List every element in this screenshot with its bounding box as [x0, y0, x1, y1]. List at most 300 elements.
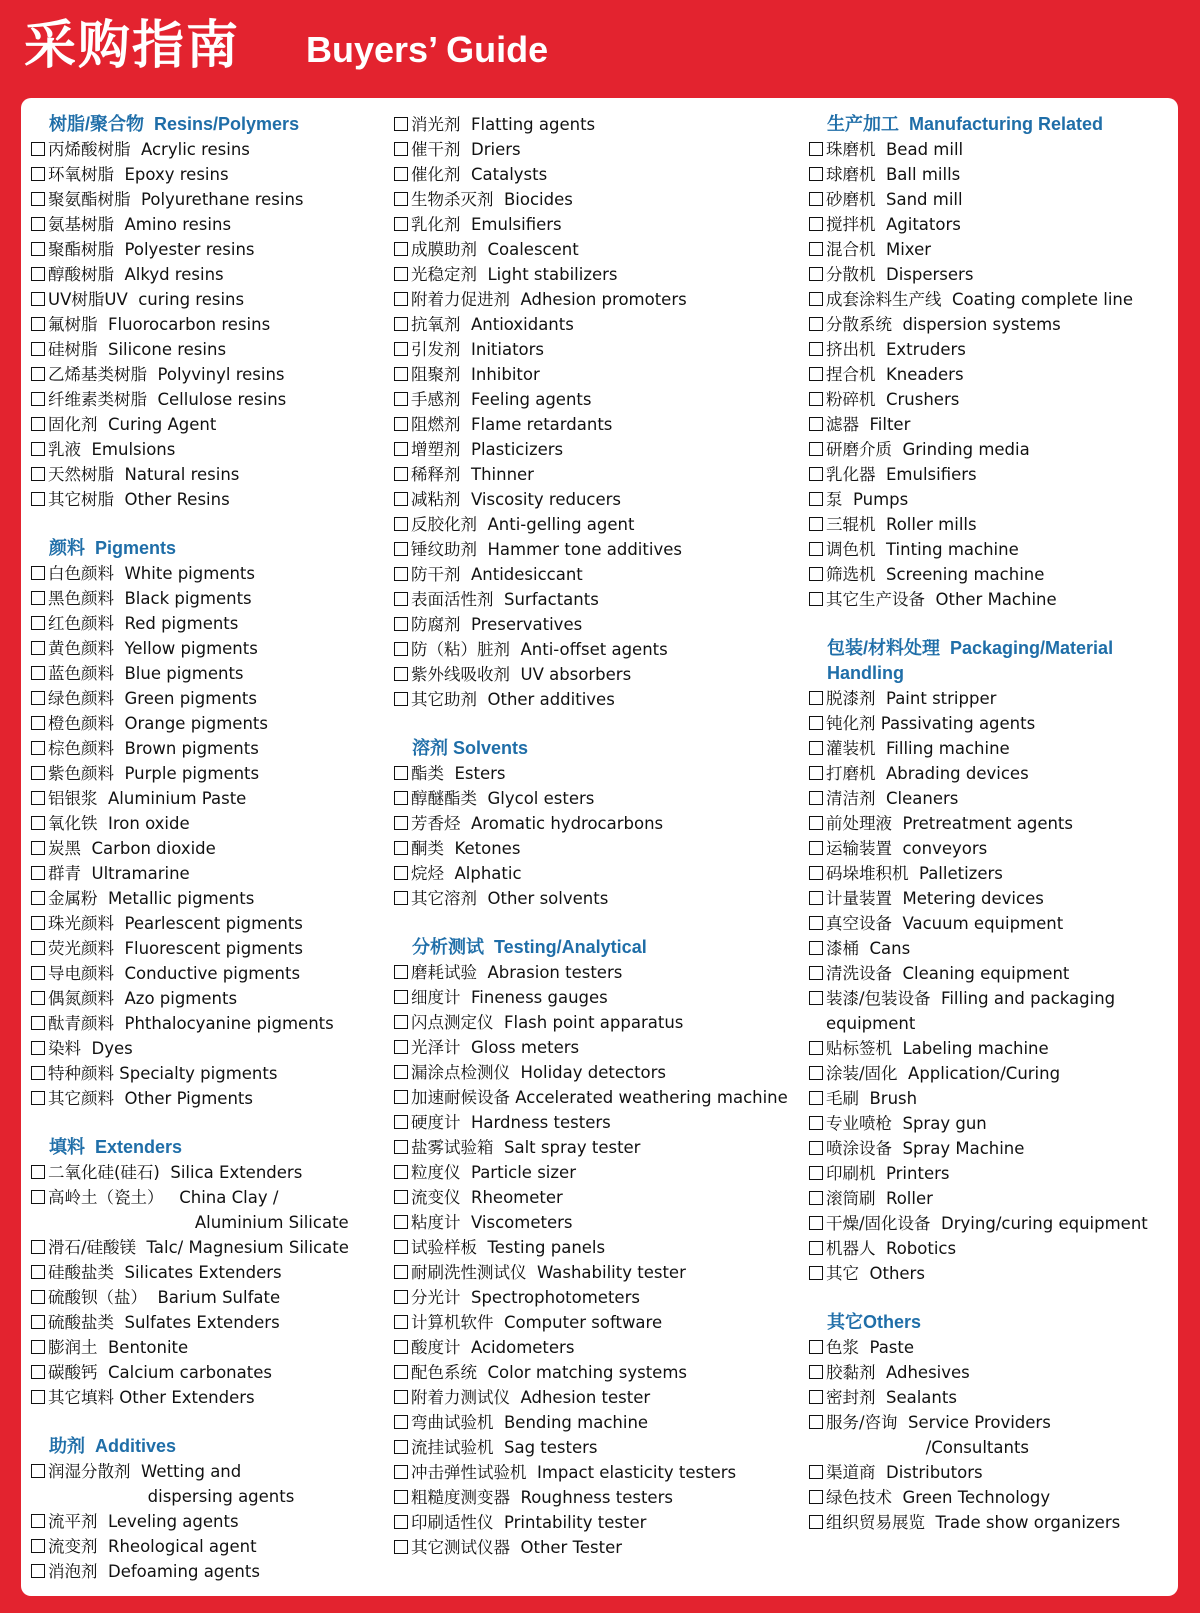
- checkbox-icon[interactable]: [31, 267, 45, 281]
- checkbox-icon[interactable]: [809, 542, 823, 556]
- checklist-item[interactable]: [394, 137, 806, 162]
- checkbox-icon[interactable]: [809, 1390, 823, 1404]
- checklist-item[interactable]: [31, 586, 391, 611]
- checkbox-icon[interactable]: [394, 866, 408, 880]
- checkbox-icon[interactable]: [394, 467, 408, 481]
- checklist-item[interactable]: [809, 1460, 1174, 1485]
- checkbox-icon[interactable]: [809, 716, 823, 730]
- checklist-item[interactable]: [31, 1160, 391, 1185]
- checklist-item[interactable]: [31, 237, 391, 262]
- checklist-item[interactable]: [394, 687, 806, 712]
- checklist-item[interactable]: [809, 911, 1174, 936]
- checklist-item[interactable]: [394, 1260, 806, 1285]
- checkbox-icon[interactable]: [31, 1165, 45, 1179]
- checkbox-icon[interactable]: [394, 292, 408, 306]
- checklist-item[interactable]: [394, 1285, 806, 1310]
- checkbox-icon[interactable]: [31, 616, 45, 630]
- checkbox-icon[interactable]: [809, 741, 823, 755]
- checklist-item[interactable]: [809, 1385, 1174, 1410]
- checkbox-icon[interactable]: [809, 442, 823, 456]
- checklist-item[interactable]: [394, 761, 806, 786]
- checkbox-icon[interactable]: [394, 1490, 408, 1504]
- checklist-item[interactable]: [394, 462, 806, 487]
- checkbox-icon[interactable]: [31, 966, 45, 980]
- checkbox-icon[interactable]: [31, 1190, 45, 1204]
- checkbox-icon[interactable]: [809, 966, 823, 980]
- checklist-item[interactable]: [31, 861, 391, 886]
- checkbox-icon[interactable]: [31, 1240, 45, 1254]
- checkbox-icon[interactable]: [394, 367, 408, 381]
- checkbox-icon[interactable]: [31, 417, 45, 431]
- checkbox-icon[interactable]: [809, 467, 823, 481]
- checkbox-icon[interactable]: [809, 192, 823, 206]
- checklist-item[interactable]: [31, 1335, 391, 1360]
- checkbox-icon[interactable]: [394, 167, 408, 181]
- checklist-item[interactable]: [809, 886, 1174, 911]
- checkbox-icon[interactable]: [809, 417, 823, 431]
- checklist-item[interactable]: [31, 412, 391, 437]
- checkbox-icon[interactable]: [394, 667, 408, 681]
- checkbox-icon[interactable]: [394, 1440, 408, 1454]
- checkbox-icon[interactable]: [809, 317, 823, 331]
- checklist-item[interactable]: [809, 562, 1174, 587]
- checkbox-icon[interactable]: [394, 1015, 408, 1029]
- checkbox-icon[interactable]: [394, 592, 408, 606]
- checkbox-icon[interactable]: [394, 891, 408, 905]
- checklist-item[interactable]: [809, 736, 1174, 761]
- checkbox-icon[interactable]: [809, 1490, 823, 1504]
- checklist-item[interactable]: [31, 1086, 391, 1111]
- checkbox-icon[interactable]: [809, 816, 823, 830]
- checklist-item[interactable]: [394, 562, 806, 587]
- checklist-item[interactable]: [31, 936, 391, 961]
- checklist-item[interactable]: [394, 1160, 806, 1185]
- checkbox-icon[interactable]: [31, 891, 45, 905]
- checkbox-icon[interactable]: [31, 342, 45, 356]
- checklist-item[interactable]: [31, 1459, 391, 1509]
- checklist-item[interactable]: [31, 886, 391, 911]
- checkbox-icon[interactable]: [809, 367, 823, 381]
- checkbox-icon[interactable]: [809, 142, 823, 156]
- checklist-item[interactable]: [394, 187, 806, 212]
- checklist-item[interactable]: [394, 387, 806, 412]
- checkbox-icon[interactable]: [809, 1415, 823, 1429]
- checkbox-icon[interactable]: [809, 1091, 823, 1105]
- checklist-item[interactable]: [31, 162, 391, 187]
- checkbox-icon[interactable]: [394, 1215, 408, 1229]
- checkbox-icon[interactable]: [31, 791, 45, 805]
- checkbox-icon[interactable]: [394, 1140, 408, 1154]
- checkbox-icon[interactable]: [31, 217, 45, 231]
- checklist-item[interactable]: [809, 587, 1174, 612]
- checkbox-icon[interactable]: [31, 167, 45, 181]
- checklist-item[interactable]: [394, 162, 806, 187]
- checklist-item[interactable]: [31, 387, 391, 412]
- checklist-item[interactable]: [394, 1110, 806, 1135]
- checklist-item[interactable]: [809, 1111, 1174, 1136]
- checklist-item[interactable]: [394, 1060, 806, 1085]
- checklist-item[interactable]: [394, 437, 806, 462]
- checkbox-icon[interactable]: [31, 1315, 45, 1329]
- checklist-item[interactable]: [809, 137, 1174, 162]
- checkbox-icon[interactable]: [809, 167, 823, 181]
- checklist-item[interactable]: [31, 761, 391, 786]
- checkbox-icon[interactable]: [394, 816, 408, 830]
- checkbox-icon[interactable]: [394, 1265, 408, 1279]
- checklist-item[interactable]: [394, 1035, 806, 1060]
- checklist-item[interactable]: [31, 1360, 391, 1385]
- checkbox-icon[interactable]: [809, 1515, 823, 1529]
- checklist-item[interactable]: [394, 1310, 806, 1335]
- checklist-item[interactable]: [31, 736, 391, 761]
- checklist-item[interactable]: [394, 811, 806, 836]
- checklist-item[interactable]: [809, 362, 1174, 387]
- checkbox-icon[interactable]: [31, 841, 45, 855]
- checklist-item[interactable]: [809, 487, 1174, 512]
- checkbox-icon[interactable]: [394, 317, 408, 331]
- checkbox-icon[interactable]: [31, 1365, 45, 1379]
- checklist-item[interactable]: [31, 1185, 391, 1235]
- checkbox-icon[interactable]: [31, 691, 45, 705]
- checklist-item[interactable]: [394, 312, 806, 337]
- checkbox-icon[interactable]: [31, 1340, 45, 1354]
- checkbox-icon[interactable]: [809, 691, 823, 705]
- checklist-item[interactable]: [809, 936, 1174, 961]
- checklist-item[interactable]: [809, 1485, 1174, 1510]
- checklist-item[interactable]: [31, 1534, 391, 1559]
- checklist-item[interactable]: [394, 512, 806, 537]
- checkbox-icon[interactable]: [809, 891, 823, 905]
- checkbox-icon[interactable]: [394, 442, 408, 456]
- checkbox-icon[interactable]: [394, 1415, 408, 1429]
- checklist-item[interactable]: [809, 811, 1174, 836]
- checklist-item[interactable]: [31, 711, 391, 736]
- checkbox-icon[interactable]: [394, 517, 408, 531]
- checkbox-icon[interactable]: [394, 1365, 408, 1379]
- checklist-item[interactable]: [394, 985, 806, 1010]
- checklist-item[interactable]: [394, 112, 806, 137]
- checklist-item[interactable]: [31, 287, 391, 312]
- checkbox-icon[interactable]: [809, 1141, 823, 1155]
- checklist-item[interactable]: [31, 1509, 391, 1534]
- checkbox-icon[interactable]: [31, 1539, 45, 1553]
- checklist-item[interactable]: [809, 1086, 1174, 1111]
- checkbox-icon[interactable]: [394, 642, 408, 656]
- checkbox-icon[interactable]: [31, 1091, 45, 1105]
- checkbox-icon[interactable]: [809, 1340, 823, 1354]
- checklist-item[interactable]: [394, 287, 806, 312]
- checklist-item[interactable]: [394, 1210, 806, 1235]
- checkbox-icon[interactable]: [809, 492, 823, 506]
- checklist-item[interactable]: [394, 487, 806, 512]
- checkbox-icon[interactable]: [31, 1464, 45, 1478]
- checklist-item[interactable]: [809, 287, 1174, 312]
- checkbox-icon[interactable]: [809, 242, 823, 256]
- checklist-item[interactable]: [31, 337, 391, 362]
- checklist-item[interactable]: [809, 437, 1174, 462]
- checklist-item[interactable]: [31, 362, 391, 387]
- checkbox-icon[interactable]: [394, 1290, 408, 1304]
- checklist-item[interactable]: [394, 237, 806, 262]
- checkbox-icon[interactable]: [31, 392, 45, 406]
- checklist-item[interactable]: [809, 537, 1174, 562]
- checklist-item[interactable]: [394, 537, 806, 562]
- checklist-item[interactable]: [809, 387, 1174, 412]
- checkbox-icon[interactable]: [31, 1390, 45, 1404]
- checklist-item[interactable]: [31, 212, 391, 237]
- checklist-item[interactable]: [31, 437, 391, 462]
- checklist-item[interactable]: [31, 1235, 391, 1260]
- checklist-item[interactable]: [394, 337, 806, 362]
- checklist-item[interactable]: [394, 1410, 806, 1435]
- checkbox-icon[interactable]: [809, 916, 823, 930]
- checkbox-icon[interactable]: [394, 692, 408, 706]
- checkbox-icon[interactable]: [31, 292, 45, 306]
- checkbox-icon[interactable]: [809, 217, 823, 231]
- checklist-item[interactable]: [394, 1510, 806, 1535]
- checkbox-icon[interactable]: [31, 442, 45, 456]
- checklist-item[interactable]: [31, 462, 391, 487]
- checklist-item[interactable]: [31, 1036, 391, 1061]
- checklist-item[interactable]: [394, 637, 806, 662]
- checkbox-icon[interactable]: [809, 1241, 823, 1255]
- checklist-item[interactable]: [394, 662, 806, 687]
- checklist-item[interactable]: [809, 262, 1174, 287]
- checkbox-icon[interactable]: [31, 566, 45, 580]
- checkbox-icon[interactable]: [809, 991, 823, 1005]
- checklist-item[interactable]: [394, 612, 806, 637]
- checkbox-icon[interactable]: [394, 392, 408, 406]
- checkbox-icon[interactable]: [394, 1040, 408, 1054]
- checklist-item[interactable]: [31, 1310, 391, 1335]
- checkbox-icon[interactable]: [394, 417, 408, 431]
- checklist-item[interactable]: [394, 1485, 806, 1510]
- checklist-item[interactable]: [31, 187, 391, 212]
- checklist-item[interactable]: [809, 786, 1174, 811]
- checkbox-icon[interactable]: [31, 716, 45, 730]
- checklist-item[interactable]: [809, 1161, 1174, 1186]
- checkbox-icon[interactable]: [31, 941, 45, 955]
- checkbox-icon[interactable]: [394, 267, 408, 281]
- checkbox-icon[interactable]: [31, 991, 45, 1005]
- checklist-item[interactable]: [31, 811, 391, 836]
- checkbox-icon[interactable]: [394, 791, 408, 805]
- checklist-item[interactable]: [394, 362, 806, 387]
- checklist-item[interactable]: [31, 786, 391, 811]
- checkbox-icon[interactable]: [394, 1090, 408, 1104]
- checkbox-icon[interactable]: [394, 990, 408, 1004]
- checklist-item[interactable]: [394, 836, 806, 861]
- checklist-item[interactable]: [31, 561, 391, 586]
- checkbox-icon[interactable]: [31, 467, 45, 481]
- checkbox-icon[interactable]: [31, 192, 45, 206]
- checkbox-icon[interactable]: [809, 841, 823, 855]
- checkbox-icon[interactable]: [809, 791, 823, 805]
- checklist-item[interactable]: [31, 986, 391, 1011]
- checkbox-icon[interactable]: [809, 567, 823, 581]
- checklist-item[interactable]: [809, 1236, 1174, 1261]
- checklist-item[interactable]: [809, 1136, 1174, 1161]
- checkbox-icon[interactable]: [31, 666, 45, 680]
- checkbox-icon[interactable]: [31, 242, 45, 256]
- checklist-item[interactable]: [394, 212, 806, 237]
- checkbox-icon[interactable]: [809, 1465, 823, 1479]
- checkbox-icon[interactable]: [394, 617, 408, 631]
- checklist-item[interactable]: [394, 1335, 806, 1360]
- checklist-item[interactable]: [809, 1360, 1174, 1385]
- checkbox-icon[interactable]: [394, 1190, 408, 1204]
- checkbox-icon[interactable]: [394, 567, 408, 581]
- checklist-item[interactable]: [31, 1011, 391, 1036]
- checklist-item[interactable]: [394, 861, 806, 886]
- checklist-item[interactable]: [31, 262, 391, 287]
- checkbox-icon[interactable]: [31, 317, 45, 331]
- checkbox-icon[interactable]: [809, 292, 823, 306]
- checklist-item[interactable]: [31, 911, 391, 936]
- checklist-item[interactable]: [809, 237, 1174, 262]
- checkbox-icon[interactable]: [809, 1166, 823, 1180]
- checklist-item[interactable]: [31, 312, 391, 337]
- checklist-item[interactable]: [809, 1335, 1174, 1360]
- checklist-item[interactable]: [31, 836, 391, 861]
- checklist-item[interactable]: [809, 312, 1174, 337]
- checklist-item[interactable]: [809, 337, 1174, 362]
- checkbox-icon[interactable]: [809, 1066, 823, 1080]
- checklist-item[interactable]: [31, 686, 391, 711]
- checkbox-icon[interactable]: [31, 591, 45, 605]
- checklist-item[interactable]: [31, 487, 391, 512]
- checklist-item[interactable]: [809, 1211, 1174, 1236]
- checklist-item[interactable]: [809, 462, 1174, 487]
- checklist-item[interactable]: [809, 1061, 1174, 1086]
- checklist-item[interactable]: [31, 1285, 391, 1310]
- checklist-item[interactable]: [394, 960, 806, 985]
- checkbox-icon[interactable]: [809, 866, 823, 880]
- checkbox-icon[interactable]: [31, 641, 45, 655]
- checklist-item[interactable]: [809, 961, 1174, 986]
- checkbox-icon[interactable]: [394, 342, 408, 356]
- checkbox-icon[interactable]: [394, 1390, 408, 1404]
- checkbox-icon[interactable]: [31, 1290, 45, 1304]
- checkbox-icon[interactable]: [394, 1515, 408, 1529]
- checklist-item[interactable]: [809, 1410, 1174, 1460]
- checkbox-icon[interactable]: [31, 766, 45, 780]
- checklist-item[interactable]: [809, 162, 1174, 187]
- checkbox-icon[interactable]: [31, 367, 45, 381]
- checkbox-icon[interactable]: [394, 117, 408, 131]
- checkbox-icon[interactable]: [809, 392, 823, 406]
- checklist-item[interactable]: [394, 1185, 806, 1210]
- checklist-item[interactable]: [809, 1186, 1174, 1211]
- checklist-item[interactable]: [394, 1135, 806, 1160]
- checklist-item[interactable]: [31, 1260, 391, 1285]
- checklist-item[interactable]: [809, 1510, 1174, 1535]
- checklist-item[interactable]: [809, 711, 1174, 736]
- checklist-item[interactable]: [31, 137, 391, 162]
- checkbox-icon[interactable]: [809, 1266, 823, 1280]
- checkbox-icon[interactable]: [394, 1065, 408, 1079]
- checklist-item[interactable]: [809, 412, 1174, 437]
- checkbox-icon[interactable]: [394, 965, 408, 979]
- checkbox-icon[interactable]: [31, 1564, 45, 1578]
- checkbox-icon[interactable]: [809, 1116, 823, 1130]
- checklist-item[interactable]: [809, 836, 1174, 861]
- checkbox-icon[interactable]: [809, 517, 823, 531]
- checklist-item[interactable]: [394, 1360, 806, 1385]
- checklist-item[interactable]: [31, 961, 391, 986]
- checkbox-icon[interactable]: [809, 592, 823, 606]
- checklist-item[interactable]: [394, 1435, 806, 1460]
- checklist-item[interactable]: [809, 686, 1174, 711]
- checkbox-icon[interactable]: [809, 1216, 823, 1230]
- checklist-item[interactable]: [809, 212, 1174, 237]
- checkbox-icon[interactable]: [31, 916, 45, 930]
- checkbox-icon[interactable]: [809, 766, 823, 780]
- checkbox-icon[interactable]: [394, 1340, 408, 1354]
- checklist-item[interactable]: [394, 587, 806, 612]
- checklist-item[interactable]: [31, 1385, 391, 1410]
- checklist-item[interactable]: [31, 661, 391, 686]
- checklist-item[interactable]: [394, 1085, 806, 1110]
- checkbox-icon[interactable]: [809, 342, 823, 356]
- checklist-item[interactable]: [394, 1385, 806, 1410]
- checklist-item[interactable]: [809, 1036, 1174, 1061]
- checkbox-icon[interactable]: [31, 142, 45, 156]
- checkbox-icon[interactable]: [809, 1041, 823, 1055]
- checkbox-icon[interactable]: [31, 866, 45, 880]
- checkbox-icon[interactable]: [31, 1066, 45, 1080]
- checklist-item[interactable]: [394, 1460, 806, 1485]
- checklist-item[interactable]: [394, 412, 806, 437]
- checklist-item[interactable]: [394, 1535, 806, 1560]
- checklist-item[interactable]: [809, 187, 1174, 212]
- checkbox-icon[interactable]: [31, 1265, 45, 1279]
- checkbox-icon[interactable]: [394, 242, 408, 256]
- checkbox-icon[interactable]: [809, 267, 823, 281]
- checkbox-icon[interactable]: [394, 1165, 408, 1179]
- checklist-item[interactable]: [809, 861, 1174, 886]
- checkbox-icon[interactable]: [809, 1191, 823, 1205]
- checkbox-icon[interactable]: [394, 1240, 408, 1254]
- checklist-item[interactable]: [31, 611, 391, 636]
- checklist-item[interactable]: [31, 1061, 391, 1086]
- checkbox-icon[interactable]: [31, 492, 45, 506]
- checklist-item[interactable]: [394, 786, 806, 811]
- checkbox-icon[interactable]: [394, 766, 408, 780]
- checklist-item[interactable]: [809, 512, 1174, 537]
- checkbox-icon[interactable]: [394, 1315, 408, 1329]
- checklist-item[interactable]: [394, 262, 806, 287]
- checkbox-icon[interactable]: [394, 1115, 408, 1129]
- checkbox-icon[interactable]: [31, 1514, 45, 1528]
- checklist-item[interactable]: [809, 761, 1174, 786]
- checklist-item[interactable]: [394, 886, 806, 911]
- checkbox-icon[interactable]: [394, 192, 408, 206]
- checkbox-icon[interactable]: [394, 1465, 408, 1479]
- checkbox-icon[interactable]: [394, 841, 408, 855]
- checkbox-icon[interactable]: [394, 217, 408, 231]
- checkbox-icon[interactable]: [809, 941, 823, 955]
- checklist-item[interactable]: [394, 1010, 806, 1035]
- checkbox-icon[interactable]: [394, 492, 408, 506]
- checklist-item[interactable]: [31, 1559, 391, 1584]
- checklist-item[interactable]: [809, 986, 1174, 1036]
- checkbox-icon[interactable]: [809, 1365, 823, 1379]
- checkbox-icon[interactable]: [31, 1016, 45, 1030]
- checkbox-icon[interactable]: [31, 816, 45, 830]
- checkbox-icon[interactable]: [31, 1041, 45, 1055]
- checklist-item[interactable]: [394, 1235, 806, 1260]
